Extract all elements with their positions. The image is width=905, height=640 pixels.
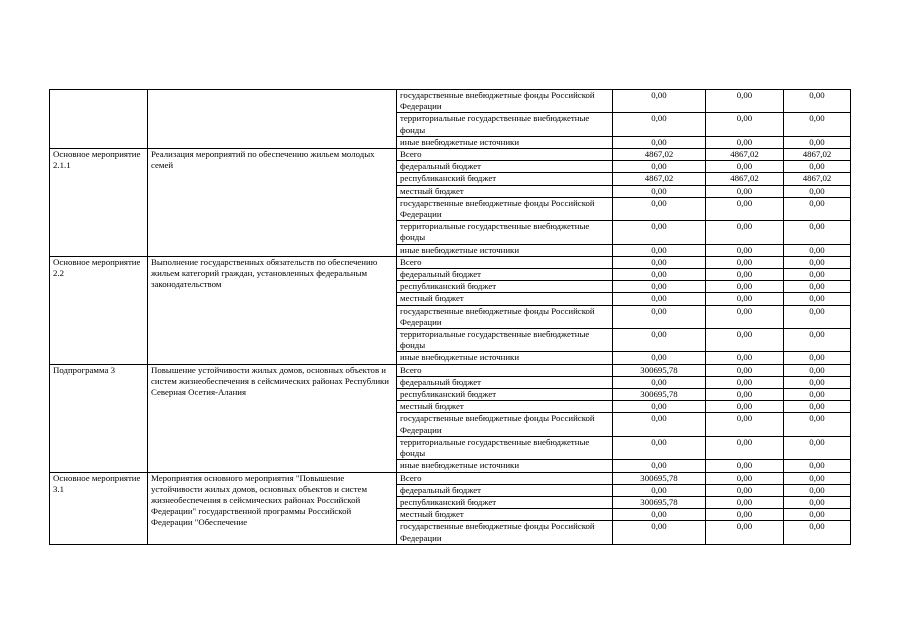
funding-source: Всего: [397, 472, 613, 484]
funding-source: республиканский бюджет: [397, 496, 613, 508]
amount-year-3: 0,00: [784, 364, 851, 376]
amount-year-1: 0,00: [613, 281, 706, 293]
funding-source: федеральный бюджет: [397, 484, 613, 496]
amount-year-2: 0,00: [706, 90, 784, 113]
amount-year-3: 0,00: [784, 376, 851, 388]
amount-year-1: 0,00: [613, 376, 706, 388]
funding-source: иные внебюджетные источники: [397, 352, 613, 364]
amount-year-2: 0,00: [706, 460, 784, 472]
amount-year-3: 0,00: [784, 496, 851, 508]
amount-year-2: 0,00: [706, 281, 784, 293]
amount-year-3: 0,00: [784, 305, 851, 328]
table-row: [50, 256, 851, 268]
amount-year-3: 0,00: [784, 136, 851, 148]
amount-year-2: 0,00: [706, 364, 784, 376]
table-row: [50, 472, 851, 484]
funding-source: федеральный бюджет: [397, 269, 613, 281]
amount-year-1: 0,00: [613, 484, 706, 496]
amount-year-3: 0,00: [784, 269, 851, 281]
amount-year-2: 0,00: [706, 413, 784, 436]
funding-source: республиканский бюджет: [397, 173, 613, 185]
amount-year-2: 0,00: [706, 185, 784, 197]
funding-source: Всего: [397, 364, 613, 376]
amount-year-1: 0,00: [613, 413, 706, 436]
amount-year-2: 0,00: [706, 221, 784, 244]
amount-year-2: 0,00: [706, 256, 784, 268]
funding-source: местный бюджет: [397, 293, 613, 305]
amount-year-2: 0,00: [706, 436, 784, 459]
activity-name: Мероприятия основного мероприятия "Повышение устойчивости жилых домов, основных объектов и систем жизнеобеспечения в сейсмических районах Российской Федерации" государственной программы Российской Федерации "Обеспечение: [148, 472, 397, 544]
amount-year-2: 0,00: [706, 305, 784, 328]
funding-source: Всего: [397, 149, 613, 161]
amount-year-1: 300695,78: [613, 496, 706, 508]
amount-year-2: 0,00: [706, 293, 784, 305]
amount-year-2: 0,00: [706, 136, 784, 148]
funding-source: иные внебюджетные источники: [397, 136, 613, 148]
amount-year-1: 0,00: [613, 136, 706, 148]
amount-year-1: 4867,02: [613, 173, 706, 185]
amount-year-3: 0,00: [784, 244, 851, 256]
amount-year-2: 0,00: [706, 197, 784, 220]
amount-year-3: 0,00: [784, 460, 851, 472]
amount-year-3: 0,00: [784, 352, 851, 364]
funding-source: местный бюджет: [397, 509, 613, 521]
activity-name: Реализация мероприятий по обеспечению жильем молодых семей: [148, 149, 397, 257]
funding-source: территориальные государственные внебюджетные фонды: [397, 436, 613, 459]
amount-year-1: 0,00: [613, 90, 706, 113]
amount-year-2: 0,00: [706, 401, 784, 413]
amount-year-1: 0,00: [613, 269, 706, 281]
amount-year-1: 0,00: [613, 113, 706, 136]
activity-name: Выполнение государственных обязательств по обеспечению жильем категорий граждан, установленных федеральным законодательством: [148, 256, 397, 364]
activity-code: [50, 90, 148, 149]
funding-source: территориальные государственные внебюджетные фонды: [397, 329, 613, 352]
funding-table: [49, 89, 851, 545]
amount-year-3: 4867,02: [784, 173, 851, 185]
funding-source: территориальные государственные внебюджетные фонды: [397, 221, 613, 244]
funding-source: государственные внебюджетные фонды Российской Федерации: [397, 305, 613, 328]
amount-year-2: 0,00: [706, 376, 784, 388]
amount-year-1: 0,00: [613, 197, 706, 220]
funding-source: государственные внебюджетные фонды Российской Федерации: [397, 90, 613, 113]
funding-source: государственные внебюджетные фонды Российской Федерации: [397, 521, 613, 544]
activity-name: Повышение устойчивости жилых домов, основных объектов и систем жизнеобеспечения в сейсмических районах Республики Северная Осетия-Алания: [148, 364, 397, 472]
funding-source: республиканский бюджет: [397, 281, 613, 293]
amount-year-2: 0,00: [706, 161, 784, 173]
amount-year-2: 0,00: [706, 521, 784, 544]
funding-source: местный бюджет: [397, 185, 613, 197]
amount-year-1: 0,00: [613, 436, 706, 459]
funding-source: государственные внебюджетные фонды Российской Федерации: [397, 413, 613, 436]
amount-year-2: 4867,02: [706, 173, 784, 185]
amount-year-3: 0,00: [784, 185, 851, 197]
amount-year-2: 4867,02: [706, 149, 784, 161]
amount-year-3: 0,00: [784, 113, 851, 136]
funding-source: федеральный бюджет: [397, 161, 613, 173]
amount-year-1: 0,00: [613, 293, 706, 305]
amount-year-3: 4867,02: [784, 149, 851, 161]
activity-code: Подпрограмма 3: [50, 364, 148, 472]
amount-year-2: 0,00: [706, 509, 784, 521]
amount-year-1: 0,00: [613, 460, 706, 472]
funding-table-body: [50, 90, 851, 545]
amount-year-1: 0,00: [613, 161, 706, 173]
amount-year-1: 0,00: [613, 521, 706, 544]
funding-source: Всего: [397, 256, 613, 268]
table-row: [50, 149, 851, 161]
amount-year-3: 0,00: [784, 401, 851, 413]
amount-year-1: 0,00: [613, 509, 706, 521]
amount-year-2: 0,00: [706, 329, 784, 352]
amount-year-3: 0,00: [784, 281, 851, 293]
amount-year-3: 0,00: [784, 161, 851, 173]
amount-year-3: 0,00: [784, 521, 851, 544]
amount-year-2: 0,00: [706, 472, 784, 484]
amount-year-1: 0,00: [613, 401, 706, 413]
amount-year-3: 0,00: [784, 90, 851, 113]
funding-source: иные внебюджетные источники: [397, 244, 613, 256]
amount-year-3: 0,00: [784, 436, 851, 459]
table-row: [50, 364, 851, 376]
amount-year-2: 0,00: [706, 389, 784, 401]
amount-year-1: 300695,78: [613, 389, 706, 401]
amount-year-2: 0,00: [706, 269, 784, 281]
funding-source: государственные внебюджетные фонды Российской Федерации: [397, 197, 613, 220]
amount-year-1: 0,00: [613, 221, 706, 244]
activity-code: Основное мероприятие 3.1: [50, 472, 148, 544]
table-row: [50, 90, 851, 113]
amount-year-3: 0,00: [784, 256, 851, 268]
funding-source: республиканский бюджет: [397, 389, 613, 401]
amount-year-2: 0,00: [706, 484, 784, 496]
amount-year-1: 0,00: [613, 329, 706, 352]
amount-year-1: 300695,78: [613, 364, 706, 376]
amount-year-1: 300695,78: [613, 472, 706, 484]
funding-source: территориальные государственные внебюджетные фонды: [397, 113, 613, 136]
activity-code: Основное мероприятие 2.2: [50, 256, 148, 364]
activity-code: Основное мероприятие 2.1.1: [50, 149, 148, 257]
amount-year-1: 0,00: [613, 256, 706, 268]
amount-year-3: 0,00: [784, 293, 851, 305]
amount-year-2: 0,00: [706, 496, 784, 508]
amount-year-2: 0,00: [706, 113, 784, 136]
funding-source: иные внебюджетные источники: [397, 460, 613, 472]
amount-year-1: 4867,02: [613, 149, 706, 161]
funding-source: федеральный бюджет: [397, 376, 613, 388]
amount-year-1: 0,00: [613, 352, 706, 364]
amount-year-3: 0,00: [784, 472, 851, 484]
amount-year-3: 0,00: [784, 329, 851, 352]
amount-year-2: 0,00: [706, 244, 784, 256]
amount-year-1: 0,00: [613, 305, 706, 328]
amount-year-1: 0,00: [613, 244, 706, 256]
activity-name: [148, 90, 397, 149]
amount-year-3: 0,00: [784, 413, 851, 436]
amount-year-1: 0,00: [613, 185, 706, 197]
amount-year-2: 0,00: [706, 352, 784, 364]
amount-year-3: 0,00: [784, 389, 851, 401]
amount-year-3: 0,00: [784, 484, 851, 496]
amount-year-3: 0,00: [784, 509, 851, 521]
funding-source: местный бюджет: [397, 401, 613, 413]
amount-year-3: 0,00: [784, 197, 851, 220]
amount-year-3: 0,00: [784, 221, 851, 244]
